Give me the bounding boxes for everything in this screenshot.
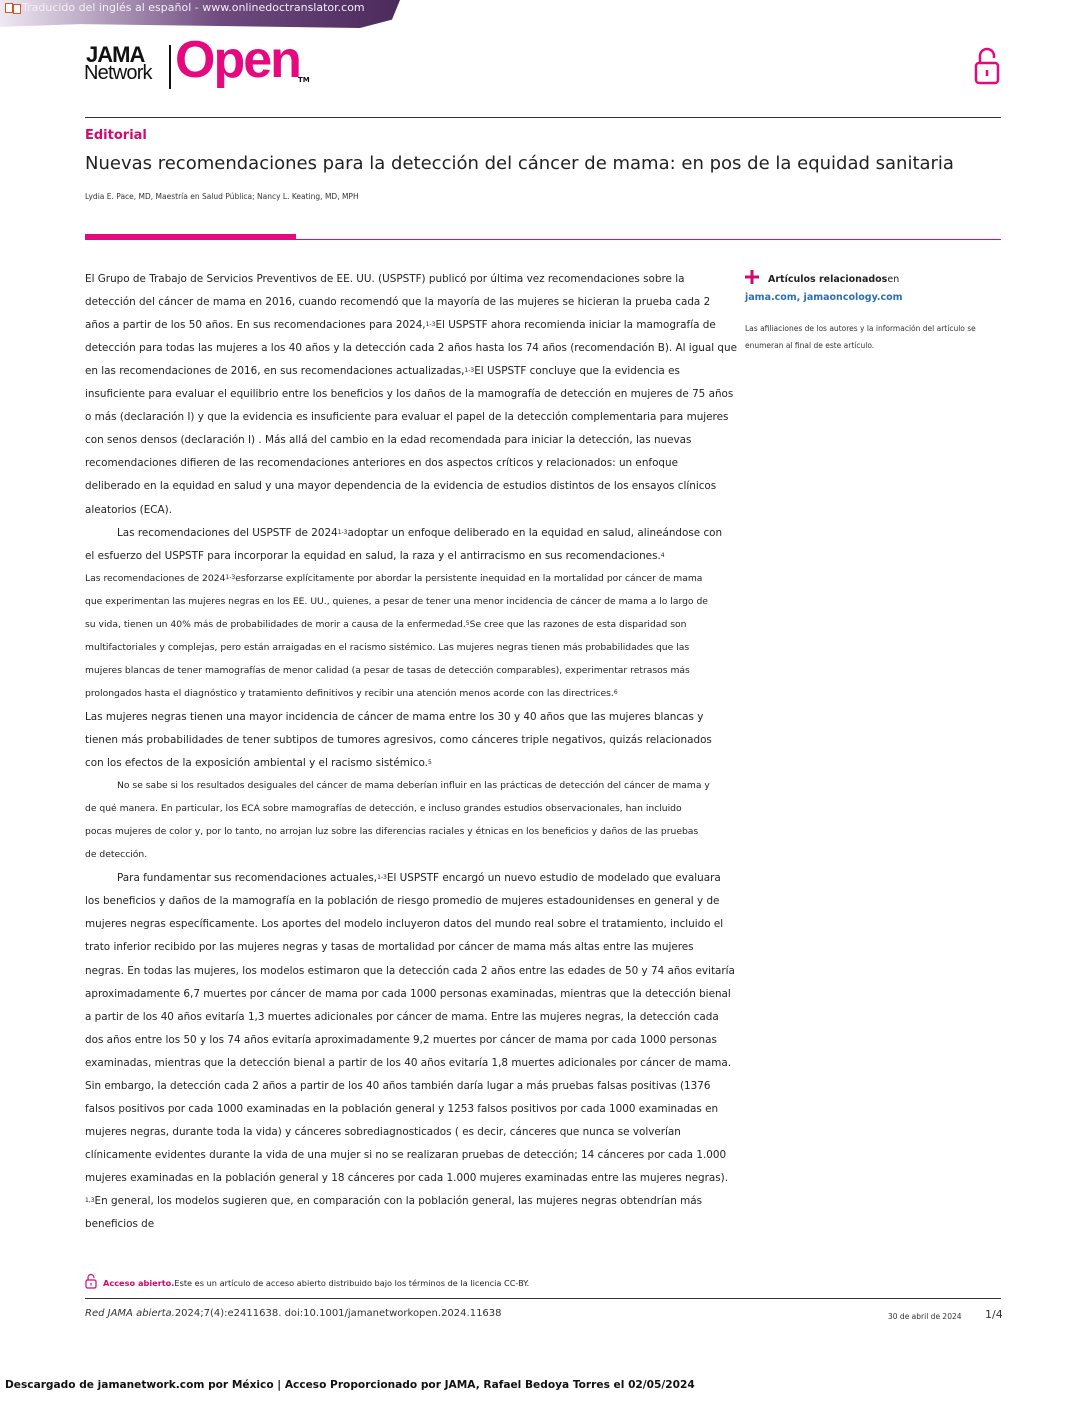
body-line: negras. En todas las mujeres, los modelos estimaron que la detección cada 2 años entre las edades de 50 y 74 años evitaría — [85, 964, 735, 977]
body-line: examinadas, mientras que la detección bienal a partir de los 40 años evitaría 1,8 muertes adicionales por cáncer de mama. — [85, 1056, 732, 1069]
affiliation-note-cont: enumeran al final de este artículo. — [745, 341, 875, 350]
accent-rule — [85, 234, 296, 240]
logo-divider — [169, 45, 171, 89]
body-line: con los efectos de la exposición ambiental y el racismo sistémico.5 — [85, 757, 432, 770]
body-line: mujeres negras, durante toda la vida) y cánceres sobrediagnosticados ( es decir, cánceres que nunca se volverían — [85, 1125, 681, 1138]
body-line: mujeres negras específicamente. Los aportes del modelo incluyeron datos del mundo real sobre el tratamiento, incluido el — [85, 918, 724, 931]
related-articles-links[interactable]: jama.com, jamaoncology.com — [745, 292, 903, 303]
section-label: Editorial — [85, 128, 147, 143]
publication-date: 30 de abril de 2024 — [888, 1312, 962, 1321]
reference-marker[interactable]: 1-3 — [225, 573, 236, 581]
body-line: dos años entre los 50 y los 74 años evitaría aproximadamente 9,2 muertes por cáncer de mama por cada 1000 personas — [85, 1033, 717, 1046]
affiliation-note: Las afiliaciones de los autores y la información del artículo se — [745, 324, 976, 333]
body-line: Sin embargo, la detección cada 2 años a partir de los 40 años también daría lugar a más pruebas falsas positivas (1376 — [85, 1079, 711, 1092]
logo-open: Open — [175, 31, 300, 89]
open-lock-icon — [972, 46, 1002, 86]
body-line: con senos densos (declaración I) . Más allá del cambio en la edad recomendada para iniciar la detección, las nuevas — [85, 434, 692, 447]
open-access-note: Acceso abierto.Este es un artículo de acceso abierto distribuido bajo los términos de la licencia CC-BY. — [103, 1278, 530, 1288]
body-line: años a partir de los 50 años. En sus recomendaciones para 2024,1-3El USPSTF ahora recomienda iniciar la mamografía de — [85, 319, 716, 332]
translate-icon — [5, 3, 21, 14]
body-line: insuficiente para evaluar el equilibrio entre los beneficios y los daños de la mamografía de detección en mujeres de 75 años — [85, 388, 734, 401]
body-line: prolongados hasta el diagnóstico y tratamiento definitivos y recibir una atención menos acorde con las directrices.$^6$ — [85, 687, 618, 699]
translator-banner-link[interactable]: Traducido del inglés al español - www.onlinedoctranslator.com — [22, 1, 365, 14]
body-line: recomendaciones difieren de las recomendaciones anteriores en dos aspectos críticos y relacionados: un enfoque — [85, 457, 678, 470]
body-line: que experimentan las mujeres negras en los EE. UU., quienes, a pesar de tener una menor incidencia de cáncer de mama a lo largo de — [85, 595, 708, 607]
body-line: o más (declaración I) y que la evidencia es insuficiente para evaluar el papel de la detección complementaria para mujeres — [85, 411, 729, 424]
logo-jama: JAMA — [86, 42, 145, 67]
body-line: detección del cáncer de mama en 2016, cuando recomendó que la mayoría de las mujeres se hicieran la prueba cada 2 — [85, 296, 711, 309]
body-line: mujeres blancas de tener mamografías de menor calidad (a pesar de tasas de detección comparables), experimentar retrasos más — [85, 664, 690, 676]
body-line: el esfuerzo del USPSTF para incorporar la equidad en salud, la raza y el antirracismo en sus recomendaciones.4 — [85, 549, 665, 562]
body-line: trato inferior recibido por las mujeres negras y tasas de mortalidad por cáncer de mama más altas entre las mujeres — [85, 941, 694, 954]
body-line: a partir de los 40 años evitaría 1,3 muertes adicionales por cáncer de mama. Entre las mujeres negras, la detección cada — [85, 1010, 719, 1023]
accent-rule-thin — [296, 239, 1001, 240]
header-rule — [85, 117, 1001, 118]
body-line: pocas mujeres de color y, por lo tanto, no arrojan luz sobre las diferencias raciales y étnicas en los beneficios y daños de las pruebas — [85, 826, 699, 838]
body-line: Para fundamentar sus recomendaciones actuales,1-3El USPSTF encargó un nuevo estudio de modelado que evaluara — [117, 872, 721, 885]
body-line: Las recomendaciones de 2024$^{1-3}$esforzarse explícitamente por abordar la persistente inequidad en la mortalidad por cáncer de mama — [85, 572, 703, 584]
body-line: de qué manera. En particular, los ECA sobre mamografías de detección, e incluso grandes estudios observacionales, han incluido — [85, 803, 682, 815]
body-line: El Grupo de Trabajo de Servicios Preventivos de EE. UU. (USPSTF) publicó por última vez recomendaciones sobre la — [85, 273, 685, 285]
body-line: 1,3En general, los modelos sugieren que, en comparación con la población general, las mujeres negras obtendrían más — [85, 1195, 703, 1207]
body-line: su vida, tienen un 40% más de probabilidades de morir a causa de la enfermedad.$^5$Se cree que las razones de esta disparidad son — [85, 618, 687, 630]
body-line: de detección. — [85, 849, 148, 861]
reference-marker[interactable]: 1,3 — [85, 1197, 95, 1204]
body-line: No se sabe si los resultados desiguales del cáncer de mama deberían influir en las prácticas de detección del cáncer de mama y — [117, 780, 710, 792]
reference-marker[interactable]: 4 — [660, 551, 665, 559]
reference-marker[interactable]: 5 — [465, 619, 470, 627]
reference-marker[interactable]: 6 — [613, 688, 618, 696]
reference-marker[interactable]: 1-3 — [377, 874, 387, 882]
body-line: aproximadamente 6,7 muertes por cáncer de mama por cada 1000 personas examinadas, mientras que la detección bienal — [85, 987, 731, 1000]
author-list: Lydia E. Pace, MD, Maestría en Salud Pública; Nancy L. Keating, MD, MPH — [85, 192, 359, 201]
body-line: clínicamente evidentes durante la vida de una mujer si no se realizaran pruebas de detección; 14 cánceres por cada 1.000 — [85, 1148, 727, 1161]
body-line: en las recomendaciones de 2016, en sus recomendaciones actualizadas,1-3El USPSTF concluye que la evidencia es — [85, 365, 680, 378]
reference-marker[interactable]: 1-3 — [464, 367, 475, 375]
body-line: Las mujeres negras tienen una mayor incidencia de cáncer de mama entre los 30 y 40 años que las mujeres blancas y — [85, 710, 704, 723]
body-line: Las recomendaciones del USPSTF de 20241-3adoptar un enfoque deliberado en la equidad en salud, alineándose con — [117, 526, 723, 539]
logo-network: Network — [84, 62, 152, 84]
page-number: 1/4 — [985, 1308, 1003, 1321]
body-line: mujeres examinadas en la población general y 18 cánceres por cada 1.000 mujeres examinadas entre las mujeres negras). — [85, 1171, 729, 1184]
plus-icon — [745, 270, 759, 284]
reference-marker[interactable]: 5 — [427, 759, 432, 767]
body-line: multifactoriales y complejas, pero están arraigadas en el racismo sistémico. Las mujeres negras tienen más probabilidades que las — [85, 641, 690, 653]
related-articles-heading: Artículos relacionadosen — [768, 274, 900, 285]
reference-marker[interactable]: 1-3 — [337, 528, 348, 536]
body-line: falsos positivos por cada 1000 examinadas en la población general y 1253 falsos positivos por cada 1000 examinadas en — [85, 1102, 719, 1115]
logo-trademark: TM — [298, 76, 310, 84]
download-notice: Descargado de jamanetwork.com por México | Acceso Proporcionado por JAMA, Rafael Bedoya Torres el 02/05/2024 — [5, 1379, 695, 1391]
body-line: beneficios de — [85, 1218, 155, 1231]
body-line: los beneficios y daños de la mamografía en la población de riesgo promedio de mujeres estadounidenses en general y de — [85, 895, 720, 908]
article-title: Nuevas recomendaciones para la detección del cáncer de mama: en pos de la equidad sanitaria — [85, 153, 954, 174]
citation: Red JAMA abierta.2024;7(4):e2411638. doi:10.1001/jamanetworkopen.2024.11638 — [85, 1308, 502, 1319]
body-line: deliberado en la equidad en salud y una mayor dependencia de la evidencia de estudios distintos de los ensayos clínicos — [85, 480, 717, 493]
body-line: aleatorios (ECA). — [85, 503, 173, 516]
body-line: detección para todas las mujeres a los 40 años y la detección cada 2 años hasta los 74 años (recomendación B). Al igual que — [85, 342, 738, 355]
body-line: tienen más probabilidades de tener subtipos de tumores agresivos, como cánceres triple negativos, quizás relacionados — [85, 734, 712, 746]
open-access-lock-icon — [85, 1273, 97, 1289]
footer-rule — [85, 1298, 1001, 1299]
reference-marker[interactable]: 1-3 — [425, 321, 436, 329]
